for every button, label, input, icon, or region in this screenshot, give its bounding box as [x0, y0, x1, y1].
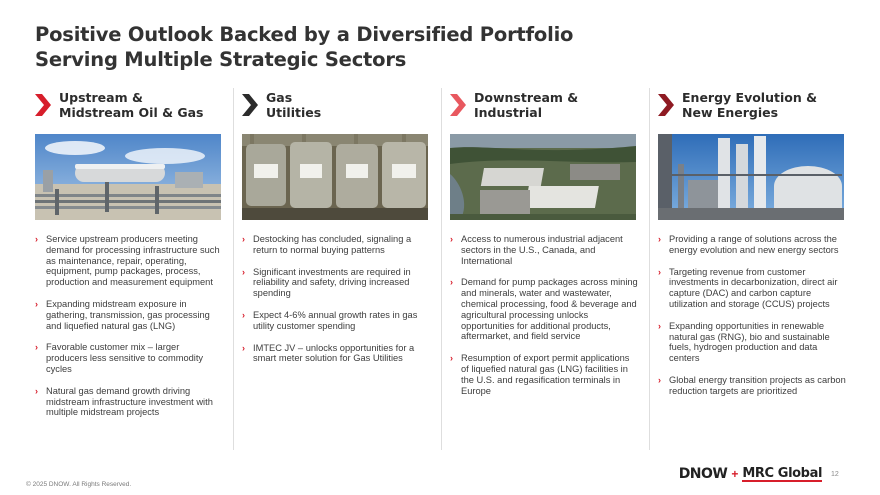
bullet-chevron-icon: ›: [242, 342, 245, 353]
gas-meters-photo: [242, 134, 428, 220]
column-divider: [233, 88, 234, 450]
chevron-icon: [450, 94, 466, 116]
bullet-text: Natural gas demand growth driving midstream infrastructure investment with multiple midstream projects: [46, 385, 213, 418]
chevron-icon: [242, 94, 258, 116]
bullet-text: Providing a range of solutions across the energy evolution and new energy sectors: [669, 234, 839, 255]
bullet-chevron-icon: ›: [658, 320, 661, 331]
slide-title-line-2: Serving Multiple Strategic Sectors: [35, 48, 407, 71]
bullet-item: [658, 267, 846, 310]
column-header: [658, 88, 848, 130]
bullet-text: Expect 4-6% annual growth rates in gas utility customer spending: [253, 309, 418, 331]
column-title-line-2: Utilities: [266, 105, 322, 120]
bullet-text: Resumption of export permit applications of liquefied natural gas (LNG) facilities in the U.S. and regasification terminals in Europe: [461, 353, 630, 396]
bullet-chevron-icon: ›: [450, 353, 453, 364]
industrial-riverside-aerial-photo: [450, 134, 636, 220]
column-title-line-1: Gas: [266, 90, 293, 105]
chevron-icon: [35, 94, 51, 116]
column-title-line-2: New Energies: [682, 105, 779, 120]
bullet-chevron-icon: ›: [242, 309, 245, 320]
bullet-text: Global energy transition projects as carbon reduction targets are prioritized: [669, 374, 846, 396]
bullet-text: Favorable customer mix – larger producers less sensitive to commodity cycles: [46, 342, 204, 374]
column-title-line-1: Downstream &: [474, 90, 579, 105]
bullet-list: [658, 234, 846, 408]
bullet-chevron-icon: ›: [35, 342, 38, 353]
bullet-item: [35, 342, 223, 374]
bullet-text: Service upstream producers meeting demand for processing infrastructure such as maintenance, repair, operating, equipment, pump packages, process, production and measurement equipment: [46, 234, 220, 288]
slide-title-line-1: Positive Outlook Backed by a Diversified Portfolio: [35, 23, 574, 46]
column-title: [474, 90, 578, 120]
column-header: [450, 88, 640, 130]
column-title: [266, 90, 321, 120]
bullet-chevron-icon: ›: [35, 234, 38, 244]
bullet-item: [450, 234, 638, 266]
column-title-line-2: Industrial: [474, 105, 542, 120]
sector-column-energy-evolution: [658, 88, 848, 450]
bullet-list: [450, 234, 638, 407]
bullet-item: [658, 375, 846, 397]
bullet-item: [242, 234, 430, 256]
bullet-text: Expanding midstream exposure in gathering, transmission, gas processing and liquefied natural gas (LNG): [46, 298, 210, 331]
bullet-item: [658, 321, 846, 364]
column-title-line-1: Upstream &: [59, 90, 143, 105]
column-header: [242, 88, 432, 130]
bullet-text: IMTEC JV – unlocks opportunities for a smart meter solution for Gas Utilities: [253, 342, 415, 364]
bullet-chevron-icon: ›: [35, 385, 38, 396]
bullet-item: [658, 234, 846, 256]
column-divider: [649, 88, 650, 450]
bullet-item: [242, 343, 430, 365]
bullet-list: [35, 234, 223, 429]
bullet-item: [450, 277, 638, 342]
bullet-chevron-icon: ›: [35, 298, 38, 309]
copyright-notice: © 2025 DNOW. All Rights Reserved.: [26, 481, 132, 488]
bullet-text: Destocking has concluded, signaling a return to normal buying patterns: [253, 234, 412, 255]
energy-plant-photo: [658, 134, 844, 220]
bullet-chevron-icon: ›: [658, 374, 661, 385]
sector-column-downstream: [450, 88, 640, 450]
column-title: [682, 90, 817, 120]
column-title-line-2: Midstream Oil & Gas: [59, 105, 204, 120]
bullet-chevron-icon: ›: [450, 277, 453, 288]
column-header: [35, 88, 225, 130]
company-logos: [679, 466, 822, 482]
bullet-chevron-icon: ›: [658, 234, 661, 244]
bullet-chevron-icon: ›: [242, 266, 245, 277]
column-title: [59, 90, 203, 120]
column-title-line-1: Energy Evolution &: [682, 90, 817, 105]
dnow-logo: DNOW: [678, 466, 728, 482]
bullet-text: Access to numerous industrial adjacent sectors in the U.S., Canada, and International: [461, 234, 623, 266]
bullet-text: Demand for pump packages across mining and minerals, water and wastewater, chemical processing, food & beverage and agricultural processing unlocks opportunities for additional products, aftermarket, and field service: [461, 277, 638, 342]
sector-column-gas-utilities: [242, 88, 432, 450]
bullet-chevron-icon: ›: [450, 234, 453, 244]
bullet-item: [35, 234, 223, 288]
oilfield-tank-battery-photo: [35, 134, 221, 220]
bullet-item: [35, 386, 223, 418]
bullet-chevron-icon: ›: [658, 266, 661, 277]
bullet-list: [242, 234, 430, 375]
bullet-item: [242, 310, 430, 332]
chevron-icon: [658, 94, 674, 116]
bullet-item: [35, 299, 223, 331]
page-number: 12: [831, 471, 839, 478]
bullet-item: [242, 267, 430, 299]
bullet-item: [450, 353, 638, 396]
mrc-global-logo: MRC Global: [742, 465, 822, 481]
logo-plus-sign: +: [731, 467, 739, 481]
bullet-text: Expanding opportunities in renewable natural gas (RNG), bio and sustainable fuels, hydrogen production and data centers: [669, 320, 830, 364]
column-divider: [441, 88, 442, 450]
bullet-chevron-icon: ›: [242, 234, 245, 244]
bullet-text: Targeting revenue from customer investments in decarbonization, direct air capture (DAC) and carbon capture utilization and storage (CCUS) projects: [669, 266, 838, 309]
sector-column-upstream: [35, 88, 225, 450]
slide-title: [35, 22, 655, 72]
bullet-text: Significant investments are required in reliability and safety, driving increased spending: [253, 266, 411, 299]
